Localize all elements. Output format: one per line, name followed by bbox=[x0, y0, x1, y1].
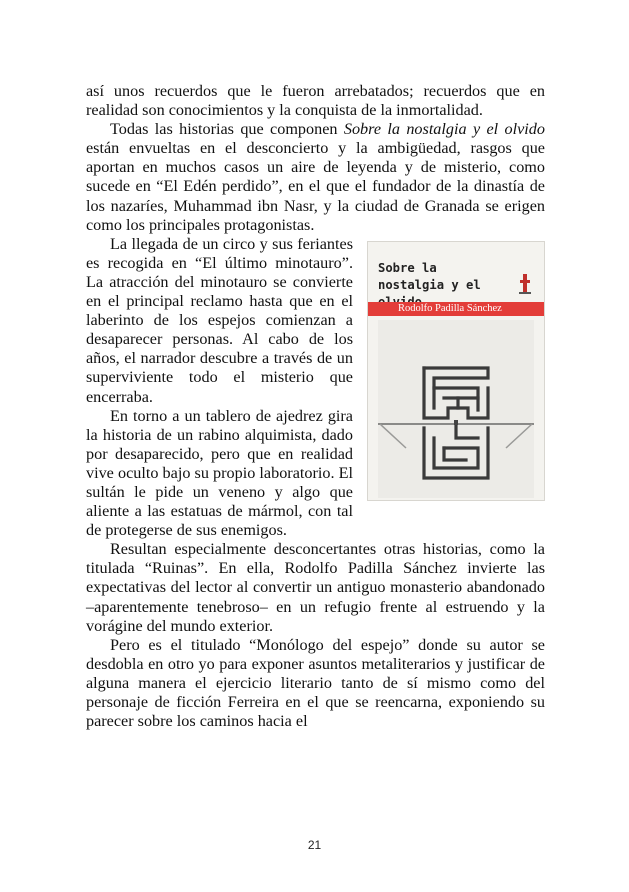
book-title-reference: Sobre la nostalgia y el olvido bbox=[343, 120, 545, 139]
paragraph-3: La llegada de un circo y sus feriantes es recogida en “El último minotauro”. La atracción del minotauro se convierte en el principal reclamo hasta que en el laberinto de los espejos comienzan a desaparecer personas. Al cabo de los años, el narrador descubre a través de un superviviente todo el misterio que encerraba. bbox=[86, 234, 353, 406]
paragraph-1: así unos recuerdos que le fueron arrebatados; recuerdos que en realidad son conocimientos y la conquista de la inmortalidad. bbox=[86, 82, 545, 120]
paragraph-6: Pero es el titulado “Monólogo del espejo” donde su autor se desdobla en otro yo para exponer asuntos metaliterarios y justificar de alguna manera el ejercicio literario tanto de sí mismo como del personaje de ficción Ferreira en el que se reencarna, exponiendo su parecer sobre los caminos hacia el bbox=[86, 635, 545, 731]
paragraph-4: En torno a un tablero de ajedrez gira la historia de un rabino alquimista, dado por desaparecido, pero que en realidad vive oculto bajo su propio laboratorio. El sultán le pide un veneno y algo que aliente a las estatuas de mármol, con tal de protegerse de sus enemigos. bbox=[86, 406, 353, 540]
publisher-logo-icon bbox=[518, 272, 532, 301]
maze-bridge-icon bbox=[378, 320, 534, 498]
cover-author-band: Rodolfo Padilla Sánchez bbox=[368, 302, 544, 316]
paragraph-5: Resultan especialmente desconcertantes otras historias, como la titulada “Ruinas”. En ella, Rodolfo Padilla Sánchez invierte las expectativas del lector al convertir un antiguo monasterio abandonado –aparentemente tenebroso– en un refugio frente al estruendo y la vorágine del mundo exterior. bbox=[86, 540, 545, 635]
paragraph-2-body: están envueltas en el desconcierto y la ambigüedad, rasgos que aportan en muchos casos un aire de leyenda y de misterio, como sucede en “El Edén perdido”, en el que el fundador de la dinastía de los nazaríes, Muhammad ibn Nasr, y la ciudad de Granada se erigen como los principales protagonistas. bbox=[86, 139, 545, 234]
page-number: 21 bbox=[307, 838, 322, 852]
paragraph-2 bbox=[86, 120, 545, 235]
paragraph-2-intro: Todas las historias que componen bbox=[110, 120, 344, 139]
book-cover-image bbox=[367, 241, 545, 501]
page-body bbox=[86, 82, 545, 731]
cover-title: Sobre la nostalgia y el bbox=[378, 260, 481, 292]
